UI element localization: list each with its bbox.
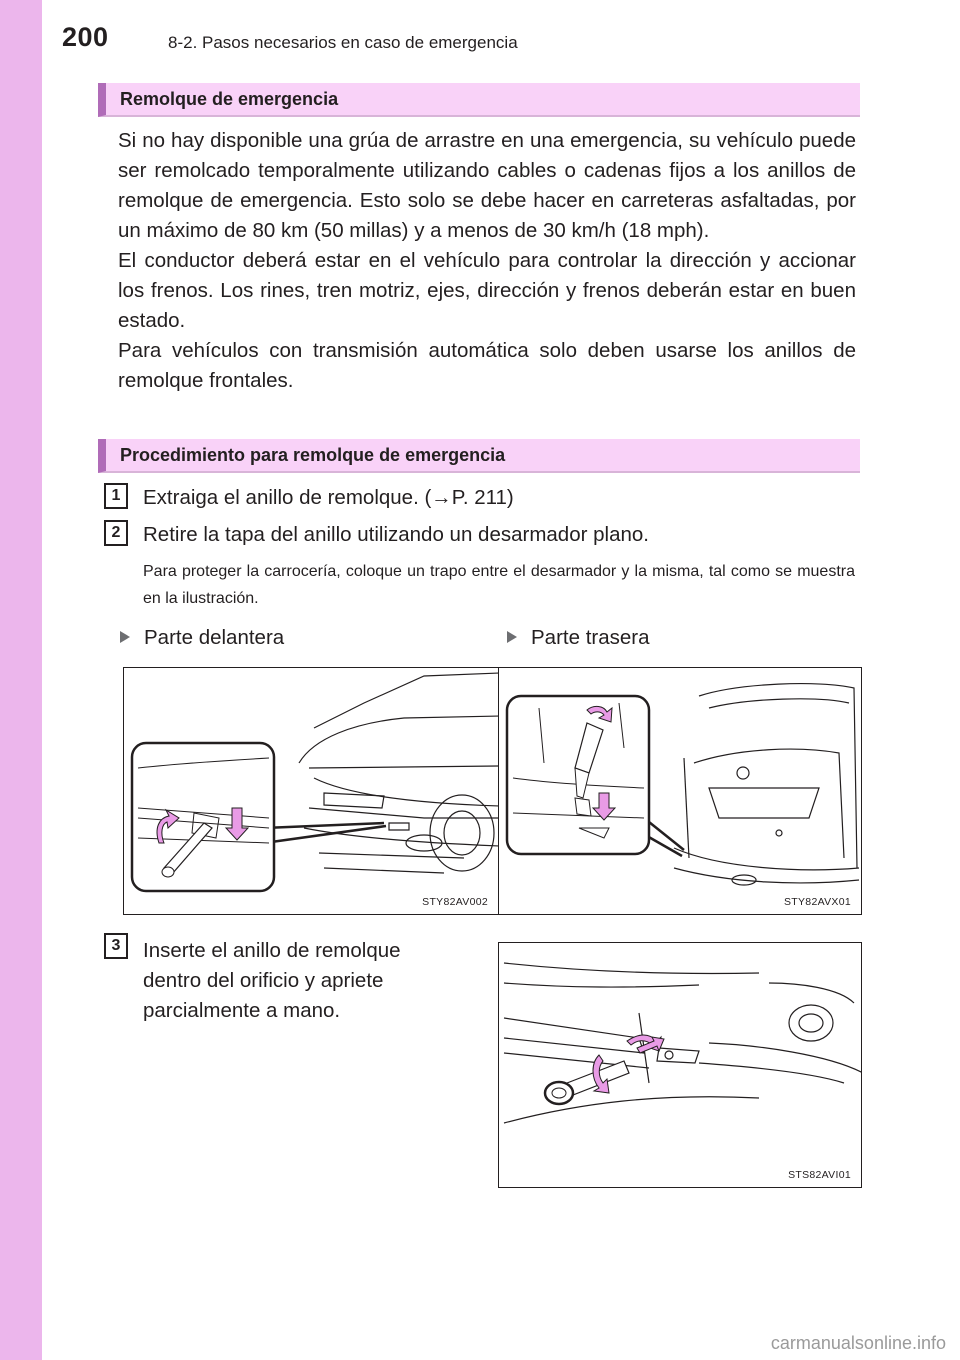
- subheading-rear: [507, 626, 650, 650]
- paragraph: Para vehículos con transmisión automática solo deben usarse los anillos de remolque frontales.: [118, 339, 856, 392]
- step-text-line: Inserte el anillo de remolque: [143, 939, 401, 962]
- figure-code: STY82AVX01: [783, 896, 851, 908]
- section-body: [118, 126, 856, 396]
- step-number-badge: 3: [104, 933, 128, 959]
- step-note: Para proteger la carrocería, coloque un trapo entre el desarmador y la misma, tal como se muestra en la ilustración.: [143, 563, 855, 607]
- triangle-bullet-icon: [120, 631, 130, 643]
- paragraph: Si no hay disponible una grúa de arrastre en una emergencia, su vehículo puede ser remolcado temporalmente utilizando cables o cadenas fijos a los anillos de remolque de emergencia. Esto solo se debe hacer en carreteras asfaltadas, por un máximo de 80 km (50 millas) y a menos de 30 km/h (18 mph).: [118, 129, 856, 242]
- side-color-strip: [0, 0, 42, 1360]
- front-bumper-illustration: [123, 667, 499, 915]
- subheading-label: Parte trasera: [531, 626, 650, 649]
- step-number-badge: 1: [104, 483, 128, 509]
- figure-code: STS82AVI01: [788, 1169, 851, 1181]
- step-number-badge: 2: [104, 520, 128, 546]
- watermark: carmanualsonline.info: [770, 1333, 946, 1353]
- section-heading-procedure: [98, 439, 860, 473]
- step-text-line: dentro del orificio y apriete: [143, 969, 384, 992]
- section-heading-emergency-towing: [98, 83, 860, 117]
- rear-bumper-illustration: [498, 667, 862, 915]
- subheading-front: [120, 626, 284, 650]
- figure-code: STY82AV002: [422, 896, 488, 908]
- step-text: [143, 936, 479, 1026]
- tow-ring-insertion-illustration: [498, 942, 862, 1188]
- step-text: Extraiga el anillo de remolque. (→P. 211): [143, 486, 514, 509]
- page-number: 200: [62, 22, 109, 52]
- triangle-bullet-icon: [507, 631, 517, 643]
- step-text: Retire la tapa del anillo utilizando un desarmador plano.: [143, 523, 649, 546]
- paragraph: El conductor deberá estar en el vehículo para controlar la dirección y accionar los frenos. Los rines, tren motriz, ejes, dirección y frenos deberán estar en buen estado.: [118, 249, 856, 332]
- subheading-label: Parte delantera: [144, 626, 285, 649]
- section-heading-label: Procedimiento para remolque de emergencia: [120, 445, 506, 465]
- section-heading-label: Remolque de emergencia: [120, 89, 339, 109]
- step-text-line: parcialmente a mano.: [143, 999, 341, 1022]
- chapter-title: 8-2. Pasos necesarios en caso de emergencia: [168, 33, 518, 52]
